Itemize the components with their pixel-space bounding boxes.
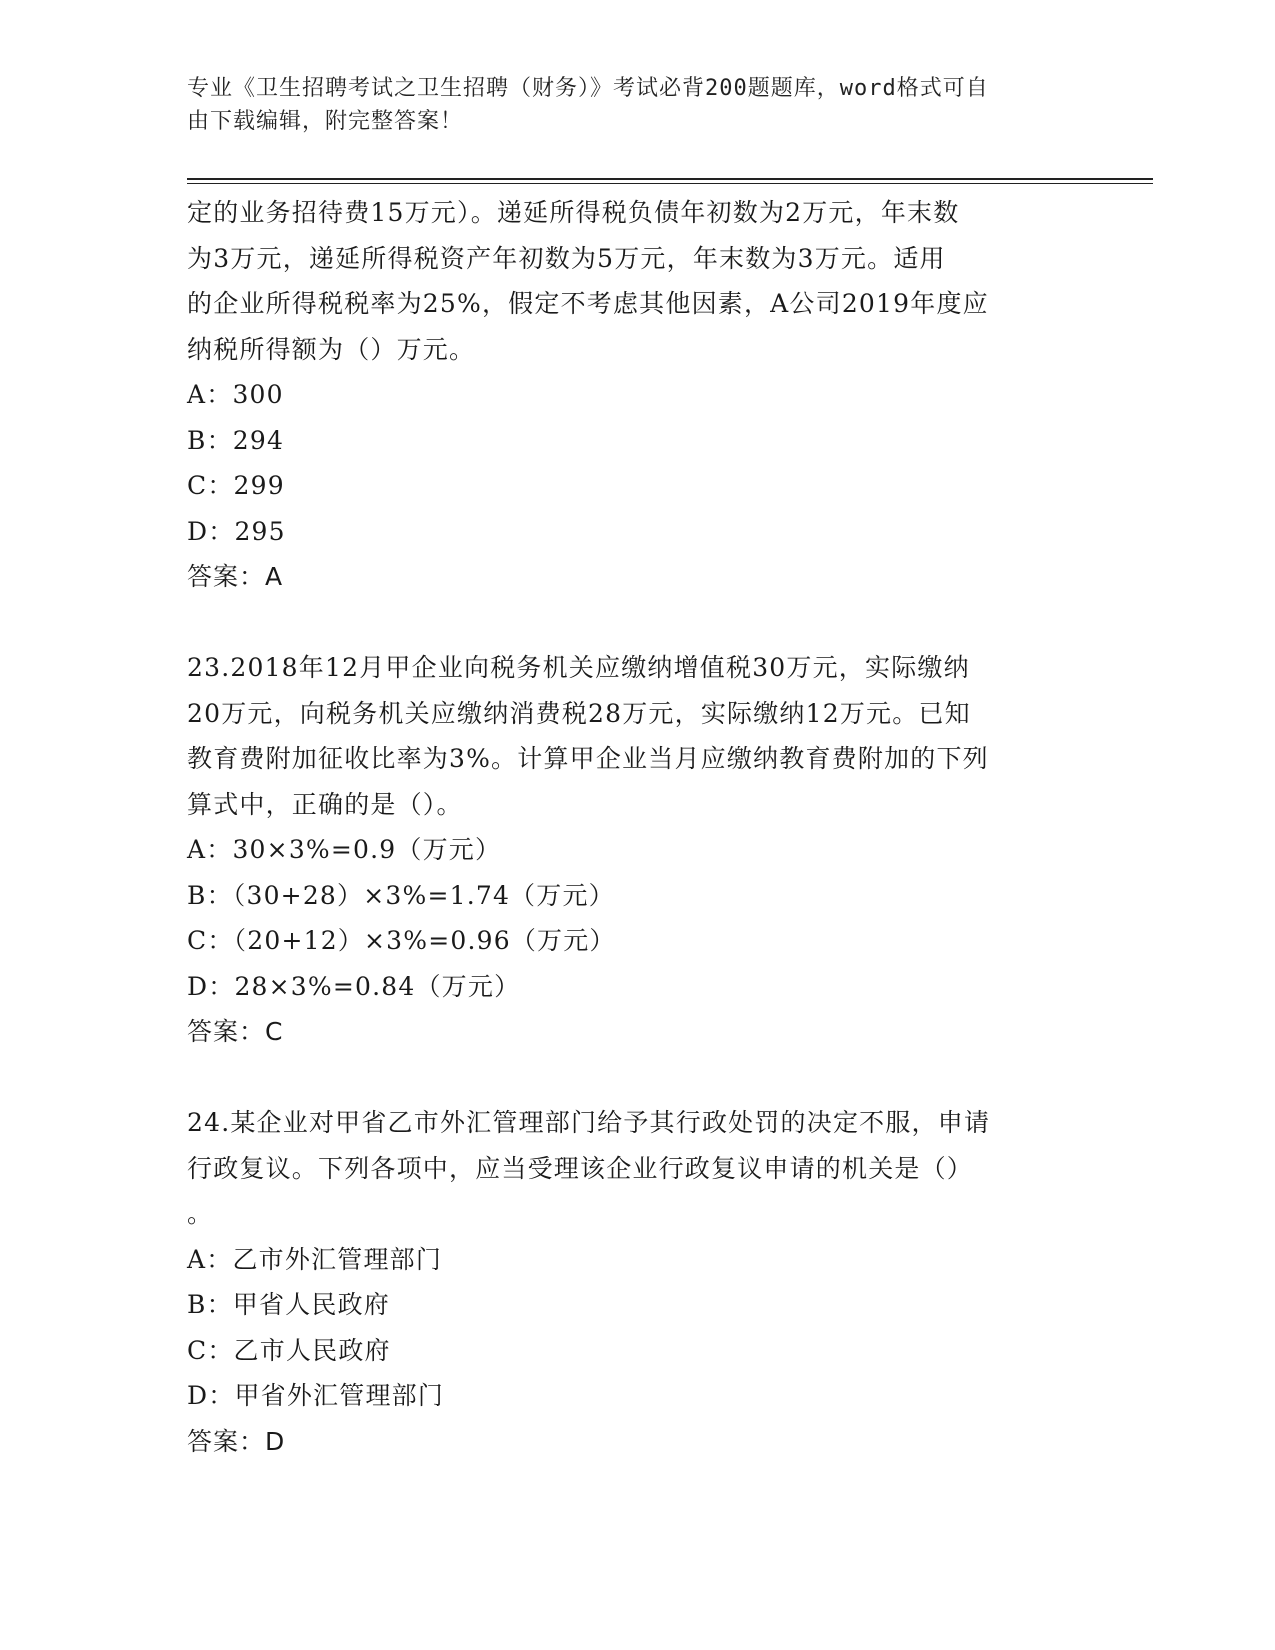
header-line: 专业《卫生招聘考试之卫生招聘（财务）》考试必背200题题库，word格式可自 xyxy=(187,76,989,101)
header-rule-thin xyxy=(187,183,1153,184)
question-stem-line: 教育费附加征收比率为3%。计算甲企业当月应缴纳教育费附加的下列 xyxy=(187,744,989,773)
option-b: B：（30+28）×3%=1.74（万元） xyxy=(187,880,615,910)
question-stem-line: 20万元，向税务机关应缴纳消费税28万元，实际缴纳12万元。已知 xyxy=(187,698,971,728)
option-a: A：乙市外汇管理部门 xyxy=(187,1244,443,1274)
option-b: B：294 xyxy=(187,425,285,455)
option-d: D：甲省外汇管理部门 xyxy=(187,1381,445,1410)
question-stem-line: 定的业务招待费15万元）。递延所得税负债年初数为2万元，年末数 xyxy=(187,198,960,227)
question-24 xyxy=(187,1100,1087,1464)
option-c: C：乙市人民政府 xyxy=(187,1335,391,1365)
spacer xyxy=(187,1055,1087,1101)
question-stem-line: 算式中，正确的是（）。 xyxy=(187,789,463,819)
page-header xyxy=(187,72,1067,138)
option-a: A：30×3%=0.9（万元） xyxy=(187,835,502,864)
answer-line: 答案：D xyxy=(187,1426,286,1456)
question-content xyxy=(187,190,1087,1464)
question-stem-line: 的企业所得税税率为25%，假定不考虑其他因素，A公司2019年度应 xyxy=(187,289,989,318)
option-d: D：28×3%=0.84（万元） xyxy=(187,971,521,1001)
question-23 xyxy=(187,645,1087,1055)
option-c: C：299 xyxy=(187,471,285,500)
question-stem-line: 纳税所得额为（）万元。 xyxy=(187,334,476,364)
header-line: 由下载编辑，附完整答案！ xyxy=(187,109,464,134)
option-d: D：295 xyxy=(187,516,286,546)
option-b: B：甲省人民政府 xyxy=(187,1290,390,1319)
header-rule xyxy=(187,178,1153,180)
question-stem-line: 23.2018年12月甲企业向税务机关应缴纳增值税30万元，实际缴纳 xyxy=(187,653,970,682)
question-stem-line: 行政复议。下列各项中，应当受理该企业行政复议申请的机关是（） xyxy=(187,1153,974,1183)
answer-line: 答案：A xyxy=(187,562,284,591)
spacer xyxy=(187,600,1087,646)
answer-line: 答案：C xyxy=(187,1017,284,1046)
option-a: A：300 xyxy=(187,380,284,409)
question-stem-line: 24.某企业对甲省乙市外汇管理部门给予其行政处罚的决定不服，申请 xyxy=(187,1108,991,1137)
question-stem-line: 为3万元，递延所得税资产年初数为5万元，年末数为3万元。适用 xyxy=(187,243,946,273)
option-c: C：（20+12）×3%=0.96（万元） xyxy=(187,926,616,955)
question-22 xyxy=(187,190,1087,600)
question-stem-line: 。 xyxy=(187,1199,214,1228)
